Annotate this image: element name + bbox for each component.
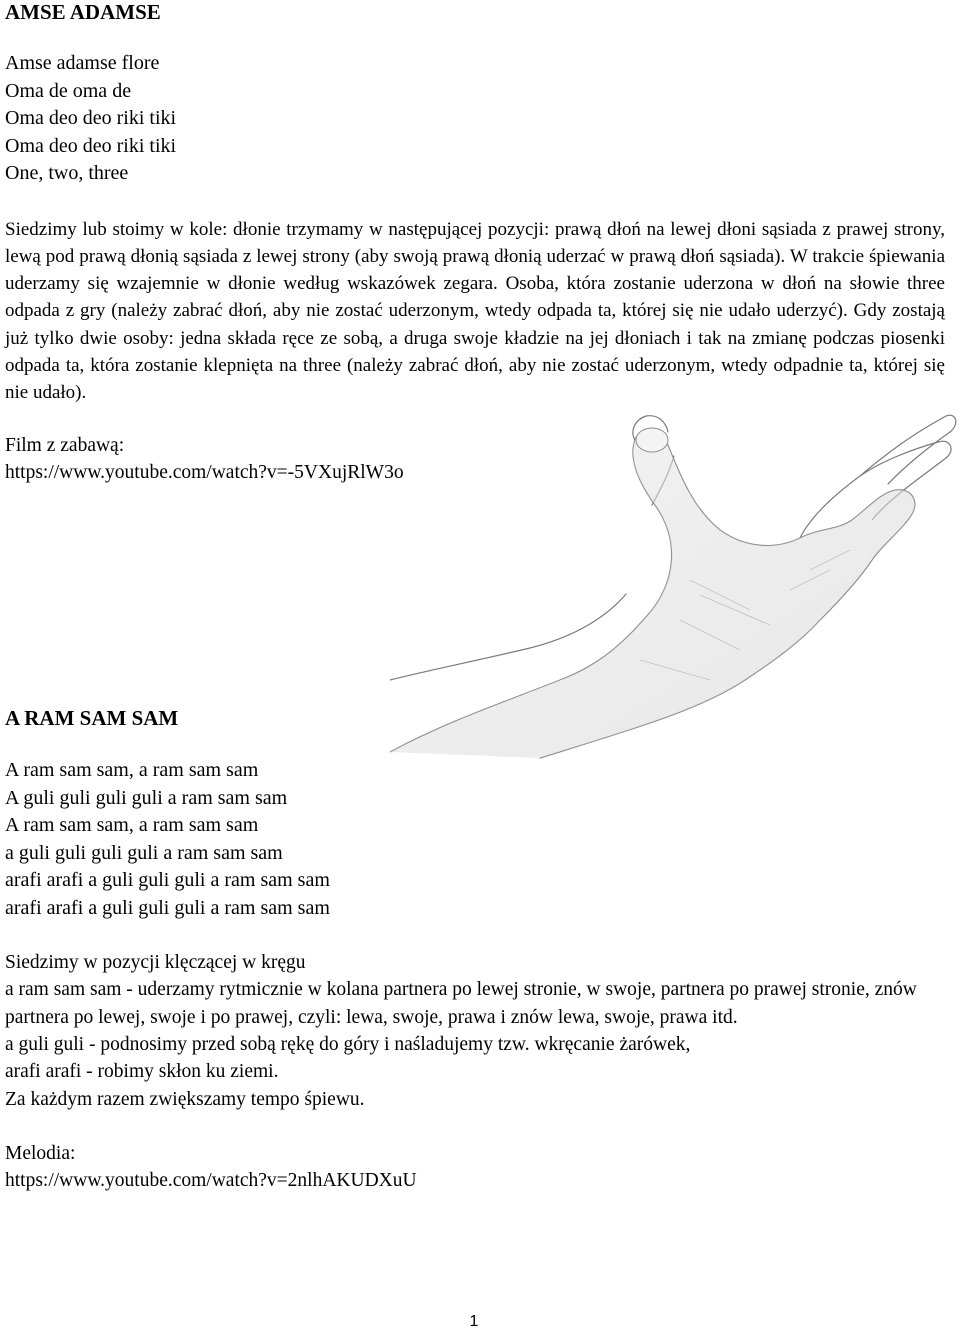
instruction-line: Siedzimy w pozycji klęczącej w kręgu <box>5 952 306 974</box>
instruction-line: a ram sam sam - uderzamy rytmicznie w kolana partnera po lewej stronie, w swoje, partnera po prawej stronie, znów partnera po lewej, swoje i po prawej, czyli: lewa, swoje, prawa i znów lewa, swoje, prawa itd. <box>5 979 917 1028</box>
lyric-line: Oma de oma de <box>5 79 132 102</box>
lyric-line: A ram sam sam, a ram sam sam <box>5 814 259 837</box>
melody-label: Melodia: <box>5 1142 76 1164</box>
film-link[interactable]: https://www.youtube.com/watch?v=-5VXujRlW3o <box>5 461 404 483</box>
lyric-line: arafi arafi a guli guli guli a ram sam sam <box>5 896 330 919</box>
lyric-line: Amse adamse flore <box>5 52 160 74</box>
instruction-line: a guli guli - podnosimy przed sobą rękę do góry i naśladujemy tzw. wkręcanie żarówek, <box>5 1034 691 1056</box>
melody-reference <box>5 1140 945 1195</box>
game-instructions <box>5 949 940 1113</box>
lyric-line: Oma deo deo riki tiki <box>5 107 177 129</box>
game-description: Siedzimy lub stoimy w kole: dłonie trzymamy w następującej pozycji: prawą dłoń na lewej dłoni sąsiada z prawej strony, lewą pod prawą dłonią sąsiada z lewej strony (aby swoją prawą dłonią uderzać w prawą dłoń sąsiada). W trakcie śpiewania uderzamy się wzajemnie w dłonie według wskazówek zegara. Osoba, która zostanie uderzona w dłoń na słowie three odpada z gry (należy zabrać dłoń, aby nie zostać uderzonym, wtedy odpada ta, której się nie udało uderzyć). Gdy zostają już tylko dwie osoby: jedna składa ręce ze sobą, a druga swoje kładzie na jej dłoniach i tak na zmianę podczas piosenki odpada ta, która zostanie klepnięta na three (należy zabrać dłoń, aby nie zostać uderzonym, wtedy odpadnie ta, której się nie udało). <box>5 218 945 404</box>
melody-link[interactable]: https://www.youtube.com/watch?v=2nlhAKUDXuU <box>5 1170 417 1192</box>
section-title: A RAM SAM SAM <box>5 706 179 731</box>
instruction-line: arafi arafi - robimy skłon ku ziemi. <box>5 1061 279 1083</box>
song-lyrics <box>5 50 945 188</box>
document-content <box>5 0 945 1195</box>
lyric-line: One, two, three <box>5 162 129 184</box>
page-number: 1 <box>469 1313 479 1330</box>
film-reference <box>5 432 945 487</box>
lyric-line: A ram sam sam, a ram sam sam <box>5 759 259 782</box>
lyric-line: arafi arafi a guli guli guli a ram sam sam <box>5 869 330 892</box>
lyric-line: Oma deo deo riki tiki <box>5 134 177 157</box>
lyric-line: a guli guli guli guli a ram sam sam <box>5 841 283 864</box>
instruction-line: Za każdym razem zwiększamy tempo śpiewu. <box>5 1088 365 1110</box>
section-title: AMSE ADAMSE <box>5 0 161 24</box>
lyric-line: A guli guli guli guli a ram sam sam <box>5 786 288 809</box>
film-label: Film z zabawą: <box>5 434 125 456</box>
song-lyrics <box>5 757 945 922</box>
